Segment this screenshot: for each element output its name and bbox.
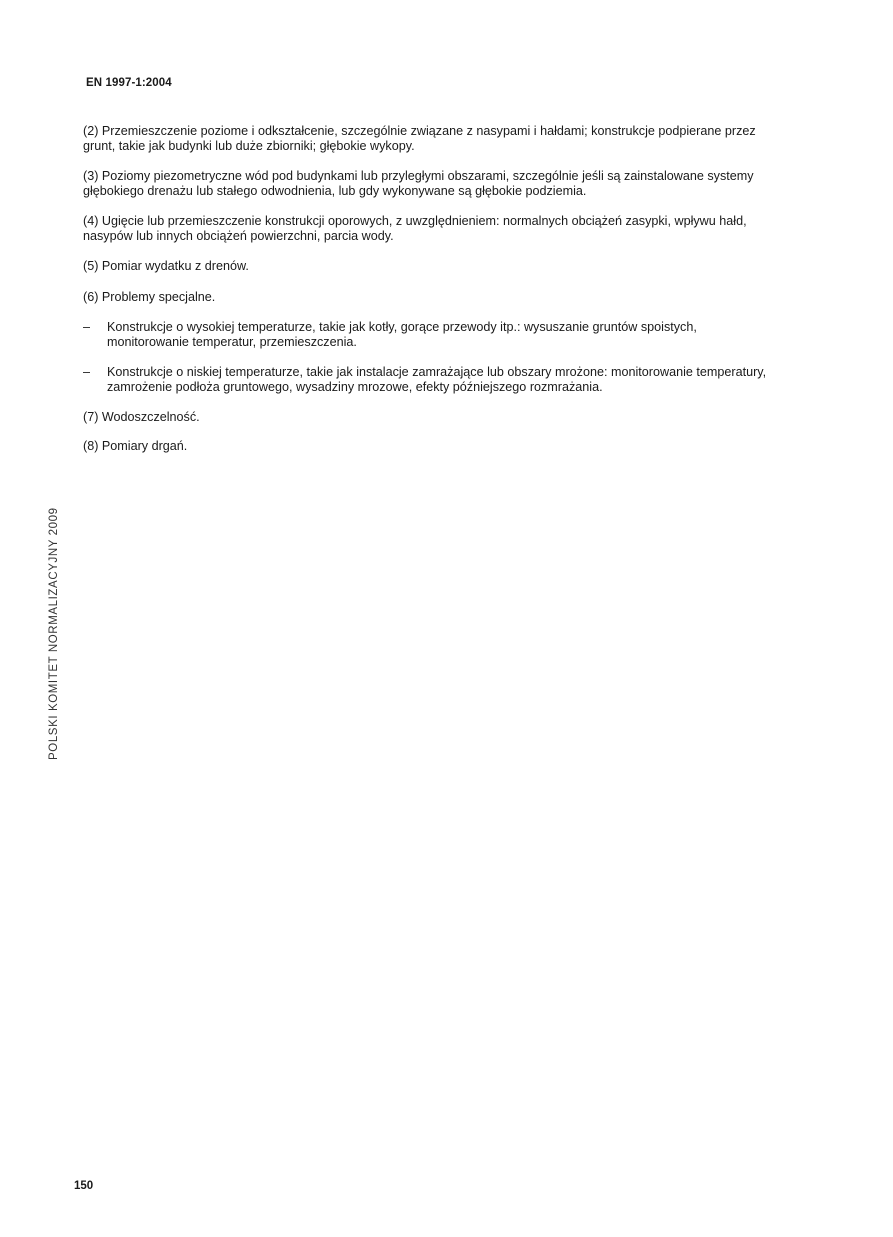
document-body bbox=[83, 124, 773, 469]
paragraph-5: (5) Pomiar wydatku z drenów. bbox=[83, 259, 249, 273]
standard-header: EN 1997-1:2004 bbox=[86, 77, 172, 89]
page-number: 150 bbox=[74, 1180, 94, 1192]
bullet-text: Konstrukcje o niskiej temperaturze, takie jak instalacje zamrażające lub obszary mrożone: monitorowanie temperatury, zamrożenie podłoża gruntowego, wysadziny mrozowe, efekty późniejszego rozmrażania. bbox=[107, 365, 767, 394]
bullet-item-high-temperature bbox=[83, 320, 773, 349]
bullet-dash: – bbox=[83, 365, 91, 379]
paragraph-8: (8) Pomiary drgań. bbox=[83, 438, 188, 453]
paragraph-6: (6) Problemy specjalne. bbox=[83, 289, 216, 304]
paragraph-3: (3) Poziomy piezometryczne wód pod budynkami lub przyległymi obszarami, szczególnie jeśli są zainstalowane systemy głębokiego drenażu lub stałego odwodnienia, lub gdy wykonywane są głębokie podziemia. bbox=[83, 169, 754, 198]
paragraph-4: (4) Ugięcie lub przemieszczenie konstrukcji oporowych, z uwzględnieniem: normalnych obciążeń zasypki, wpływu hałd, nasypów lub innych obciążeń powierzchni, parcia wody. bbox=[83, 214, 747, 243]
side-watermark: POLSKI KOMITET NORMALIZACYJNY 2009 bbox=[48, 507, 60, 760]
bullet-dash: – bbox=[83, 320, 91, 334]
paragraph-7: (7) Wodoszczelność. bbox=[83, 410, 200, 424]
bullet-item-low-temperature bbox=[83, 365, 773, 394]
bullet-text: Konstrukcje o wysokiej temperaturze, takie jak kotły, gorące przewody itp.: wysuszanie gruntów spoistych, monitorowanie temperatur, przemieszczenia. bbox=[107, 320, 697, 349]
paragraph-2: (2) Przemieszczenie poziome i odkształcenie, szczególnie związane z nasypami i hałdami; konstrukcje podpierane przez grunt, takie jak budynki lub duże zbiorniki; głębokie wykopy. bbox=[83, 124, 756, 153]
